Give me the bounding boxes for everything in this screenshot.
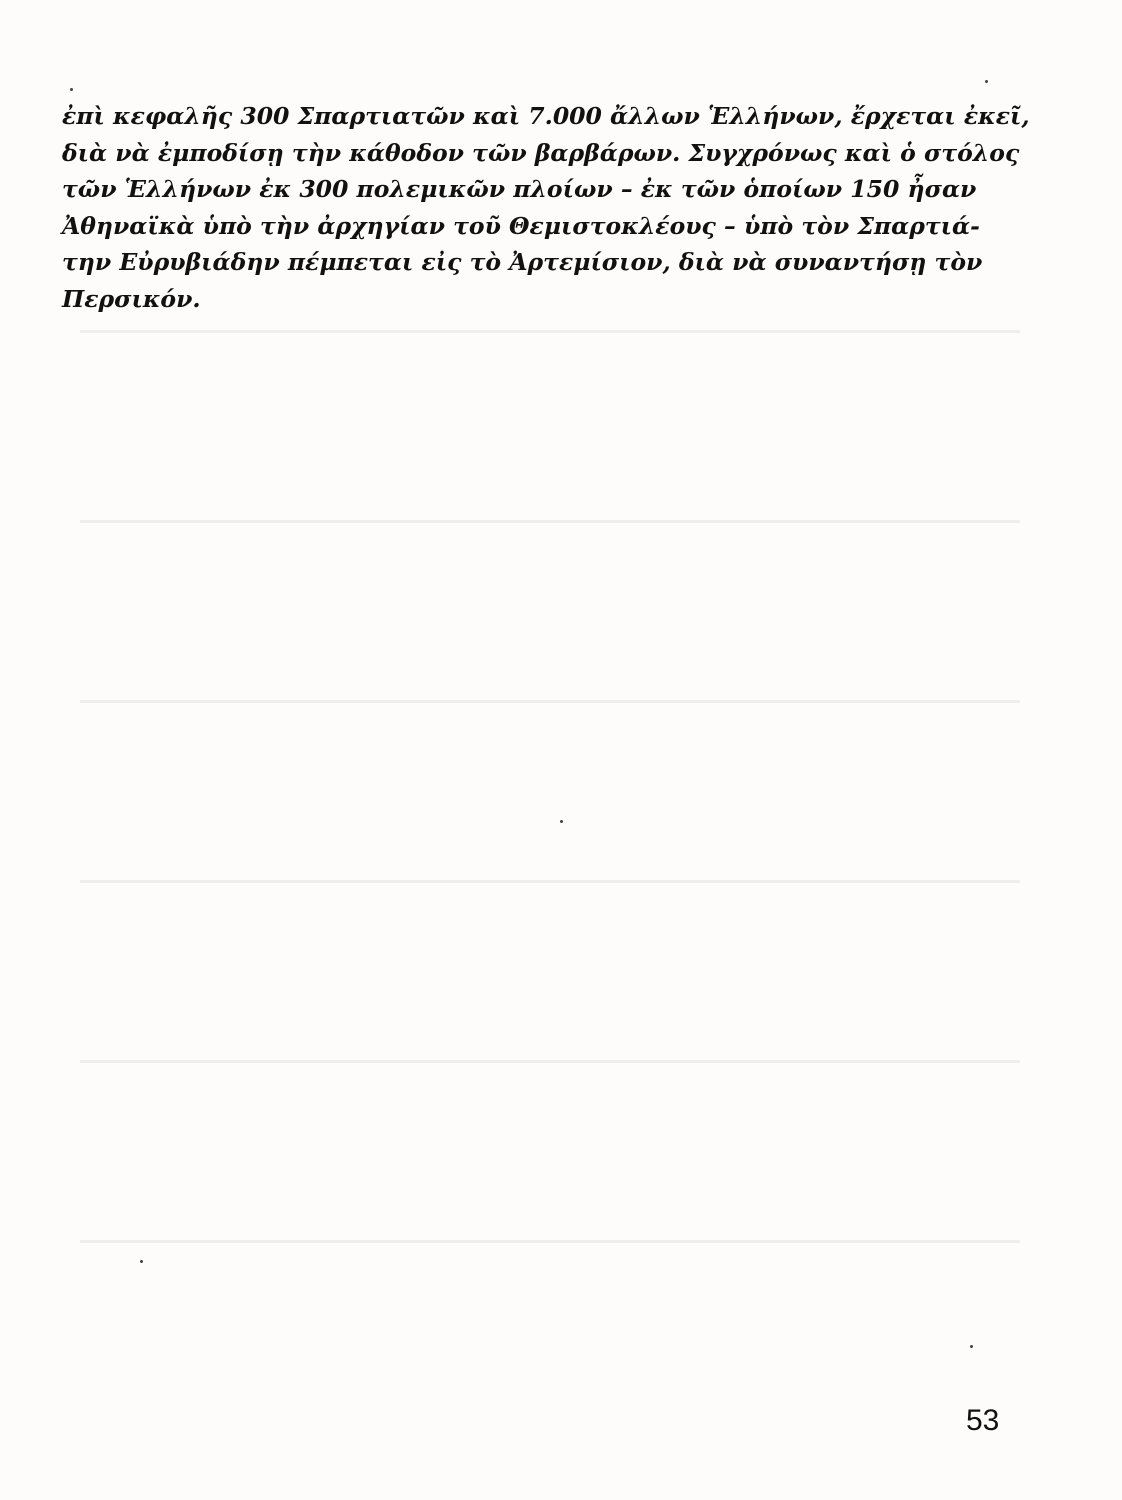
body-paragraph [62,98,1030,317]
text-line: την Εὐρυβιάδην πέμπεται εἰς τὸ Ἀρτεμίσιον, διὰ νὰ συναντήσῃ τὸν [62,248,983,276]
ink-speck [985,80,988,83]
text-line: Περσικόν. [62,284,201,313]
text-line: διὰ νὰ ἐμποδίσῃ τὴν κάθοδον τῶν βαρβάρων. Συγχρόνως καὶ ὁ στόλος [62,138,1020,167]
bleed-through-line [80,520,1020,523]
text-line: ἐπὶ κεφαλῆς 300 Σπαρτιατῶν καὶ 7.000 ἄλλων Ἑλλήνων, ἔρχεται ἐκεῖ, [62,102,1030,130]
ink-speck [140,1260,143,1263]
bleed-through-line [80,1240,1020,1243]
bleed-through-line [80,1060,1020,1063]
text-line: Ἀθηναϊκὰ ὑπὸ τὴν ἀρχηγίαν τοῦ Θεμιστοκλέους – ὑπὸ τὸν Σπαρτιά- [62,211,980,240]
page-number: 53 [966,1404,1000,1437]
ink-speck [970,1345,973,1348]
bleed-through-line [80,330,1020,333]
ink-speck [70,88,73,91]
bleed-through-line [80,880,1020,883]
bleed-through-line [80,700,1020,703]
text-line: τῶν Ἑλλήνων ἐκ 300 πολεμικῶν πλοίων – ἐκ τῶν ὁποίων 150 ἦσαν [62,175,977,203]
ink-speck [560,820,563,823]
